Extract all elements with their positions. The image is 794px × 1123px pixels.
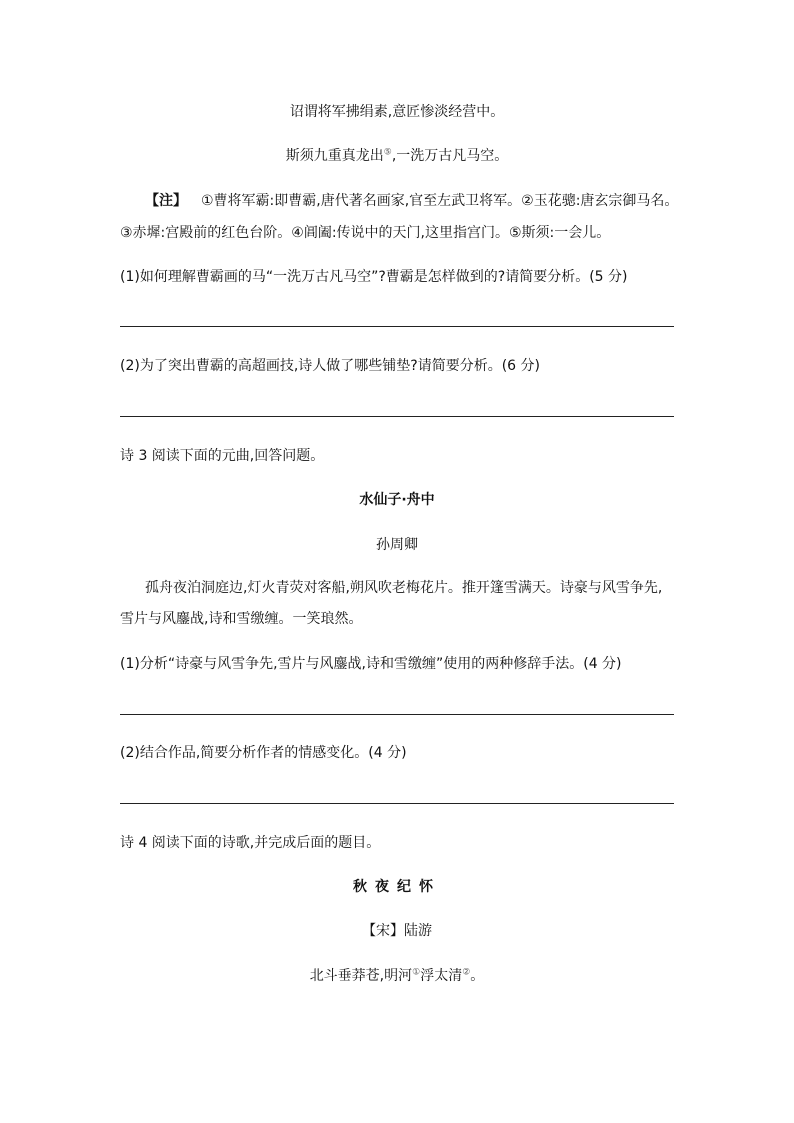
poem3-author: 孙周卿 xyxy=(376,537,418,553)
poem2-note-line1 xyxy=(145,191,678,211)
poem3-body-line2: 雪片与风鏖战,诗和雪缴缠。一笑琅然。 xyxy=(120,611,363,627)
poem4-title: 秋夜纪怀 xyxy=(353,879,441,895)
poem2-line-b-post: ,一洗万古凡马空。 xyxy=(391,148,509,164)
poem4-line-1 xyxy=(0,966,794,986)
answer-line xyxy=(120,803,674,804)
footnote-marker: ① xyxy=(412,967,421,978)
poem4-line-pre: 北斗垂莽苍,明河 xyxy=(309,968,413,984)
poem4-author: 【宋】陆游 xyxy=(362,923,432,939)
poem3-question-2: (2)结合作品,简要分析作者的情感变化。(4 分) xyxy=(120,745,407,761)
poem3-title: 水仙子·舟中 xyxy=(359,492,435,508)
answer-line xyxy=(120,326,674,327)
poem2-line-b-pre: 斯须九重真龙出 xyxy=(285,148,384,164)
answer-line xyxy=(120,416,674,417)
poem2-note-line2: ③赤墀:宫殿前的红色台阶。④阊阖:传说中的天门,这里指宫门。⑤斯须:一会儿。 xyxy=(120,225,611,241)
poem4-line-post: 。 xyxy=(470,968,485,984)
poem3-intro: 诗 3 阅读下面的元曲,回答问题。 xyxy=(120,448,325,464)
poem3-body-line1: 孤舟夜泊洞庭边,灯火青荧对客船,朔风吹老梅花片。推开篷雪满天。诗豪与风雪争先, xyxy=(145,580,663,596)
poem4-intro: 诗 4 阅读下面的诗歌,并完成后面的题目。 xyxy=(120,835,381,851)
poem2-question-2: (2)为了突出曹霸的高超画技,诗人做了哪些铺垫?请简要分析。(6 分) xyxy=(120,358,540,374)
answer-line xyxy=(120,714,674,715)
poem2-line-b xyxy=(0,146,794,166)
footnote-marker: ② xyxy=(462,967,471,978)
note-label: 【注】 xyxy=(145,193,187,209)
poem3-question-1: (1)分析“诗豪与风雪争先,雪片与风鏖战,诗和雪缴缠”使用的两种修辞手法。(4 分) xyxy=(120,656,622,672)
footnote-marker: ⑤ xyxy=(383,147,392,158)
note-text-1: ①曹将军霸:即曹霸,唐代著名画家,官至左武卫将军。②玉花骢:唐玄宗御马名。 xyxy=(201,193,679,209)
poem4-line-mid: 浮太清 xyxy=(420,968,463,984)
poem2-line-a: 诏谓将军拂绢素,意匠惨淡经营中。 xyxy=(289,104,505,120)
poem2-question-1: (1)如何理解曹霸画的马“一洗万古凡马空”?曹霸是怎样做到的?请简要分析。(5 分) xyxy=(120,269,628,285)
